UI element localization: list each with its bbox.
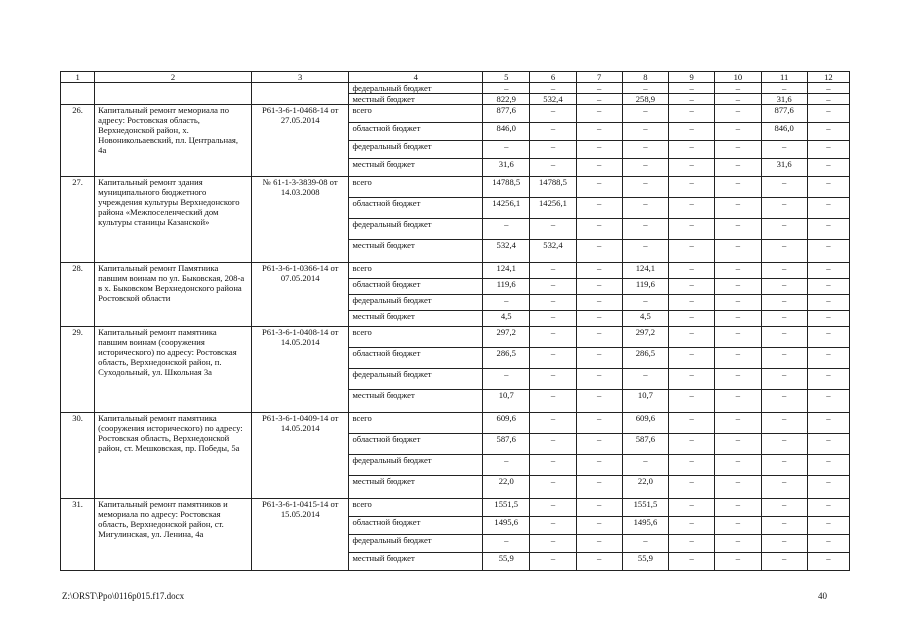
budget-value: – bbox=[576, 476, 622, 499]
budget-value: – bbox=[715, 105, 761, 123]
budget-value: – bbox=[622, 159, 668, 177]
budget-value: – bbox=[807, 327, 849, 348]
budget-value: – bbox=[715, 295, 761, 311]
budget-value: 55,9 bbox=[483, 553, 530, 571]
value-cell: – bbox=[715, 94, 761, 105]
budget-value: – bbox=[622, 219, 668, 240]
budget-value: – bbox=[530, 279, 576, 295]
budget-value: – bbox=[807, 455, 849, 476]
header-row bbox=[61, 72, 850, 83]
funding-source: областной бюджет bbox=[349, 434, 483, 455]
budget-value: – bbox=[715, 535, 761, 553]
column-header: 10 bbox=[715, 72, 761, 83]
budget-value: – bbox=[530, 413, 576, 434]
table-row bbox=[61, 105, 850, 123]
budget-value: – bbox=[715, 123, 761, 141]
budget-value: – bbox=[807, 553, 849, 571]
budget-value: – bbox=[715, 177, 761, 198]
budget-value: – bbox=[622, 369, 668, 390]
funding-source: областной бюджет bbox=[349, 279, 483, 295]
column-header: 11 bbox=[761, 72, 807, 83]
funding-source: областной бюджет bbox=[349, 348, 483, 369]
budget-value: – bbox=[807, 434, 849, 455]
row-number: 26. bbox=[61, 105, 95, 177]
budget-value: – bbox=[669, 413, 715, 434]
budget-value: 14256,1 bbox=[483, 198, 530, 219]
budget-value: – bbox=[807, 219, 849, 240]
budget-value: 846,0 bbox=[483, 123, 530, 141]
table-row bbox=[61, 413, 850, 434]
budget-value: – bbox=[761, 517, 807, 535]
budget-value: – bbox=[530, 535, 576, 553]
budget-value: 532,4 bbox=[483, 240, 530, 263]
funding-source-cell: местный бюджет bbox=[349, 94, 483, 105]
budget-value: – bbox=[715, 240, 761, 263]
funding-source: местный бюджет bbox=[349, 390, 483, 413]
footer-page-number: 40 bbox=[818, 591, 827, 601]
budget-value: – bbox=[807, 390, 849, 413]
value-cell: – bbox=[576, 94, 622, 105]
column-header: 1 bbox=[61, 72, 95, 83]
budget-value: 587,6 bbox=[622, 434, 668, 455]
budget-value: – bbox=[669, 434, 715, 455]
budget-value: – bbox=[669, 219, 715, 240]
column-header: 3 bbox=[251, 72, 348, 83]
budget-value: 31,6 bbox=[483, 159, 530, 177]
budget-value: – bbox=[807, 517, 849, 535]
budget-value: – bbox=[669, 159, 715, 177]
budget-value: – bbox=[715, 198, 761, 219]
budget-value: – bbox=[715, 279, 761, 295]
budget-value: 297,2 bbox=[483, 327, 530, 348]
budget-value: – bbox=[715, 476, 761, 499]
budget-value: – bbox=[807, 369, 849, 390]
budget-value: – bbox=[715, 455, 761, 476]
budget-value: – bbox=[576, 105, 622, 123]
value-cell: – bbox=[669, 83, 715, 94]
funding-source: всего bbox=[349, 105, 483, 123]
budget-value: – bbox=[807, 311, 849, 327]
budget-value: – bbox=[761, 369, 807, 390]
budget-value: 286,5 bbox=[483, 348, 530, 369]
budget-value: – bbox=[761, 434, 807, 455]
budget-value: 31,6 bbox=[761, 159, 807, 177]
object-description: Капитальный ремонт Памятника павшим воинам по ул. Быковская, 208-а в х. Быковском Верхнедонского района Ростовской области bbox=[95, 263, 252, 327]
budget-value: – bbox=[483, 219, 530, 240]
budget-value: – bbox=[807, 240, 849, 263]
funding-source: областной бюджет bbox=[349, 517, 483, 535]
funding-source: всего bbox=[349, 327, 483, 348]
object-description: Капитальный ремонт памятников и мемориала по адресу: Ростовская область, Верхнедонской район, ст. Мигулинская, ул. Ленина, 4а bbox=[95, 499, 252, 571]
value-cell: – bbox=[761, 83, 807, 94]
table-row bbox=[61, 83, 850, 94]
budget-value: – bbox=[576, 517, 622, 535]
budget-value: – bbox=[669, 311, 715, 327]
budget-value: – bbox=[669, 369, 715, 390]
budget-value: – bbox=[761, 263, 807, 279]
budget-value: – bbox=[622, 295, 668, 311]
budget-value: – bbox=[669, 553, 715, 571]
budget-value: – bbox=[669, 105, 715, 123]
budget-value: – bbox=[530, 348, 576, 369]
budget-value: – bbox=[715, 499, 761, 517]
budget-value: 4,5 bbox=[483, 311, 530, 327]
row-number-cell bbox=[61, 83, 95, 105]
budget-value: – bbox=[669, 327, 715, 348]
budget-value: 1551,5 bbox=[483, 499, 530, 517]
budget-value: 286,5 bbox=[622, 348, 668, 369]
budget-value: – bbox=[576, 369, 622, 390]
budget-value: – bbox=[622, 535, 668, 553]
budget-value: – bbox=[669, 177, 715, 198]
column-header: 7 bbox=[576, 72, 622, 83]
funding-source: федеральный бюджет bbox=[349, 219, 483, 240]
value-cell: 532,4 bbox=[530, 94, 576, 105]
budget-value: – bbox=[715, 263, 761, 279]
budget-value: – bbox=[530, 369, 576, 390]
budget-value: – bbox=[807, 105, 849, 123]
budget-value: – bbox=[576, 198, 622, 219]
budget-value: – bbox=[761, 141, 807, 159]
budget-value: – bbox=[761, 198, 807, 219]
budget-value: – bbox=[715, 553, 761, 571]
budget-value: – bbox=[530, 159, 576, 177]
funding-source: всего bbox=[349, 499, 483, 517]
table-row bbox=[61, 263, 850, 279]
budget-value: – bbox=[622, 198, 668, 219]
budget-value: – bbox=[483, 295, 530, 311]
budget-value: – bbox=[715, 159, 761, 177]
budget-value: – bbox=[761, 279, 807, 295]
budget-value: 124,1 bbox=[622, 263, 668, 279]
funding-source: всего bbox=[349, 413, 483, 434]
budget-value: – bbox=[530, 499, 576, 517]
budget-value: – bbox=[483, 141, 530, 159]
budget-value: 609,6 bbox=[483, 413, 530, 434]
column-header: 5 bbox=[483, 72, 530, 83]
budget-value: – bbox=[483, 455, 530, 476]
budget-value: – bbox=[807, 279, 849, 295]
value-cell: – bbox=[715, 83, 761, 94]
budget-value: – bbox=[622, 123, 668, 141]
budget-value: – bbox=[761, 219, 807, 240]
document-reference: Р61-3-6-1-0366-14 от 07.05.2014 bbox=[251, 263, 348, 327]
funding-source: федеральный бюджет bbox=[349, 455, 483, 476]
budget-value: 297,2 bbox=[622, 327, 668, 348]
budget-value: – bbox=[530, 455, 576, 476]
budget-value: – bbox=[715, 369, 761, 390]
row-number: 27. bbox=[61, 177, 95, 263]
funding-source: всего bbox=[349, 263, 483, 279]
object-description: Капитальный ремонт памятника (сооружения исторического) по адресу: Ростовская область, Верхнедонской район, ст. Мешковская, пр. Победы, 5а bbox=[95, 413, 252, 499]
funding-source: федеральный бюджет bbox=[349, 141, 483, 159]
budget-value: – bbox=[761, 295, 807, 311]
budget-value: – bbox=[669, 263, 715, 279]
budget-value: – bbox=[530, 105, 576, 123]
budget-value: – bbox=[669, 295, 715, 311]
funding-source: всего bbox=[349, 177, 483, 198]
footer-file-path: Z:\ORST\Ppo\0116p015.f17.docx bbox=[62, 591, 185, 601]
budget-value: – bbox=[761, 348, 807, 369]
value-cell: – bbox=[669, 94, 715, 105]
row-number: 29. bbox=[61, 327, 95, 413]
document-reference: № 61-1-3-3839-08 от 14.03.2008 bbox=[251, 177, 348, 263]
budget-value: – bbox=[669, 123, 715, 141]
budget-value: – bbox=[576, 499, 622, 517]
budget-value: – bbox=[715, 327, 761, 348]
budget-value: – bbox=[715, 311, 761, 327]
budget-value: – bbox=[807, 177, 849, 198]
budget-value: – bbox=[622, 105, 668, 123]
budget-value: – bbox=[576, 240, 622, 263]
document-reference: Р61-3-6-1-0408-14 от 14.05.2014 bbox=[251, 327, 348, 413]
budget-value: 22,0 bbox=[622, 476, 668, 499]
funding-source-cell: федеральный бюджет bbox=[349, 83, 483, 94]
row-number: 30. bbox=[61, 413, 95, 499]
budget-table bbox=[60, 71, 850, 571]
budget-value: – bbox=[576, 141, 622, 159]
budget-value: – bbox=[576, 348, 622, 369]
value-cell: – bbox=[807, 83, 849, 94]
budget-value: 1551,5 bbox=[622, 499, 668, 517]
budget-value: – bbox=[576, 159, 622, 177]
budget-value: – bbox=[715, 219, 761, 240]
row-number: 31. bbox=[61, 499, 95, 571]
value-cell: – bbox=[622, 83, 668, 94]
budget-value: – bbox=[669, 499, 715, 517]
budget-value: – bbox=[669, 240, 715, 263]
budget-value: – bbox=[669, 348, 715, 369]
budget-value: – bbox=[576, 219, 622, 240]
funding-source: федеральный бюджет bbox=[349, 535, 483, 553]
value-cell: 258,9 bbox=[622, 94, 668, 105]
budget-value: 877,6 bbox=[483, 105, 530, 123]
budget-value: 609,6 bbox=[622, 413, 668, 434]
budget-value: 877,6 bbox=[761, 105, 807, 123]
document-cell bbox=[251, 83, 348, 105]
budget-value: – bbox=[530, 517, 576, 535]
budget-value: – bbox=[576, 455, 622, 476]
budget-value: – bbox=[807, 535, 849, 553]
budget-value: 14256,1 bbox=[530, 198, 576, 219]
budget-value: – bbox=[761, 535, 807, 553]
budget-value: 532,4 bbox=[530, 240, 576, 263]
budget-value: 10,7 bbox=[622, 390, 668, 413]
row-number: 28. bbox=[61, 263, 95, 327]
budget-value: 846,0 bbox=[761, 123, 807, 141]
budget-value: – bbox=[576, 263, 622, 279]
budget-value: – bbox=[669, 476, 715, 499]
budget-value: – bbox=[761, 476, 807, 499]
budget-value: – bbox=[530, 327, 576, 348]
budget-value: – bbox=[622, 141, 668, 159]
column-header: 9 bbox=[669, 72, 715, 83]
value-cell: – bbox=[483, 83, 530, 94]
budget-value: – bbox=[530, 263, 576, 279]
budget-value: – bbox=[761, 499, 807, 517]
value-cell: – bbox=[530, 83, 576, 94]
budget-value: 587,6 bbox=[483, 434, 530, 455]
value-cell: 822,9 bbox=[483, 94, 530, 105]
funding-source: местный бюджет bbox=[349, 311, 483, 327]
funding-source: местный бюджет bbox=[349, 240, 483, 263]
value-cell: – bbox=[576, 83, 622, 94]
budget-value: – bbox=[576, 413, 622, 434]
budget-value: – bbox=[715, 517, 761, 535]
budget-value: – bbox=[669, 198, 715, 219]
budget-value: – bbox=[483, 369, 530, 390]
funding-source: местный бюджет bbox=[349, 159, 483, 177]
funding-source: федеральный бюджет bbox=[349, 369, 483, 390]
budget-value: – bbox=[807, 159, 849, 177]
budget-value: – bbox=[576, 390, 622, 413]
budget-value: – bbox=[761, 413, 807, 434]
budget-value: 10,7 bbox=[483, 390, 530, 413]
budget-value: – bbox=[807, 499, 849, 517]
budget-value: – bbox=[807, 413, 849, 434]
budget-value: – bbox=[530, 141, 576, 159]
budget-value: – bbox=[669, 455, 715, 476]
column-header: 6 bbox=[530, 72, 576, 83]
column-header: 4 bbox=[349, 72, 483, 83]
budget-value: – bbox=[807, 263, 849, 279]
budget-value: – bbox=[715, 348, 761, 369]
column-header: 8 bbox=[622, 72, 668, 83]
funding-source: областной бюджет bbox=[349, 198, 483, 219]
document-reference: Р61-3-6-1-0468-14 от 27.05.2014 bbox=[251, 105, 348, 177]
budget-value: – bbox=[669, 390, 715, 413]
table-row bbox=[61, 327, 850, 348]
budget-value: – bbox=[622, 455, 668, 476]
budget-value: 14788,5 bbox=[483, 177, 530, 198]
budget-value: – bbox=[715, 413, 761, 434]
funding-source: местный бюджет bbox=[349, 476, 483, 499]
funding-source: местный бюджет bbox=[349, 553, 483, 571]
budget-value: – bbox=[483, 535, 530, 553]
table-header bbox=[61, 72, 850, 83]
budget-value: – bbox=[576, 279, 622, 295]
budget-value: – bbox=[761, 327, 807, 348]
budget-value: 22,0 bbox=[483, 476, 530, 499]
budget-value: – bbox=[530, 390, 576, 413]
budget-value: – bbox=[669, 535, 715, 553]
value-cell: – bbox=[807, 94, 849, 105]
budget-value: – bbox=[530, 553, 576, 571]
budget-value: – bbox=[576, 295, 622, 311]
budget-value: – bbox=[761, 240, 807, 263]
table-body bbox=[61, 83, 850, 571]
budget-value: 14788,5 bbox=[530, 177, 576, 198]
budget-value: – bbox=[807, 348, 849, 369]
object-description: Капитальный ремонт памятника павшим воинам (сооружения исторического) по адресу: Ростовская область, Верхнедонской район, п. Суходольный, ул. Школьная 3а bbox=[95, 327, 252, 413]
budget-value: 1495,6 bbox=[622, 517, 668, 535]
budget-value: 124,1 bbox=[483, 263, 530, 279]
budget-value: 119,6 bbox=[483, 279, 530, 295]
budget-value: – bbox=[761, 455, 807, 476]
object-description: Капитальный ремонт мемориала по адресу: Ростовская область, Верхнедонской район, х. Новоникольаевский, пл. Центральная, 4а bbox=[95, 105, 252, 177]
budget-value: – bbox=[576, 177, 622, 198]
budget-value: – bbox=[807, 141, 849, 159]
budget-value: – bbox=[807, 198, 849, 219]
budget-value: – bbox=[761, 311, 807, 327]
budget-value: – bbox=[807, 123, 849, 141]
budget-value: – bbox=[807, 295, 849, 311]
budget-value: – bbox=[530, 311, 576, 327]
budget-value: – bbox=[576, 123, 622, 141]
budget-value: – bbox=[530, 295, 576, 311]
budget-value: – bbox=[669, 141, 715, 159]
budget-value: – bbox=[715, 434, 761, 455]
object-name-cell bbox=[95, 83, 252, 105]
budget-value: – bbox=[576, 327, 622, 348]
budget-value: – bbox=[622, 240, 668, 263]
column-header: 2 bbox=[95, 72, 252, 83]
budget-value: 55,9 bbox=[622, 553, 668, 571]
budget-value: – bbox=[669, 517, 715, 535]
budget-value: – bbox=[576, 434, 622, 455]
document-reference: Р61-3-6-1-0409-14 от 14.05.2014 bbox=[251, 413, 348, 499]
object-description: Капитальный ремонт здания муниципального бюджетного учреждения культуры Верхнедонского района «Межпоселенческий дом культуры станицы Казанской» bbox=[95, 177, 252, 263]
budget-value: – bbox=[576, 553, 622, 571]
budget-value: – bbox=[530, 434, 576, 455]
funding-source: областной бюджет bbox=[349, 123, 483, 141]
budget-value: – bbox=[530, 123, 576, 141]
budget-value: – bbox=[530, 219, 576, 240]
budget-value: – bbox=[576, 311, 622, 327]
budget-value: – bbox=[761, 553, 807, 571]
budget-value: 1495,6 bbox=[483, 517, 530, 535]
budget-value: – bbox=[807, 476, 849, 499]
value-cell: 31,6 bbox=[761, 94, 807, 105]
budget-value: – bbox=[622, 177, 668, 198]
funding-source: федеральный бюджет bbox=[349, 295, 483, 311]
budget-value: 4,5 bbox=[622, 311, 668, 327]
budget-value: 119,6 bbox=[622, 279, 668, 295]
table-row bbox=[61, 499, 850, 517]
budget-value: – bbox=[761, 177, 807, 198]
budget-value: – bbox=[761, 390, 807, 413]
budget-value: – bbox=[530, 476, 576, 499]
column-header: 12 bbox=[807, 72, 849, 83]
budget-value: – bbox=[715, 390, 761, 413]
table-row bbox=[61, 177, 850, 198]
budget-value: – bbox=[576, 535, 622, 553]
budget-value: – bbox=[669, 279, 715, 295]
budget-value: – bbox=[715, 141, 761, 159]
document-reference: Р61-3-6-1-0415-14 от 15.05.2014 bbox=[251, 499, 348, 571]
